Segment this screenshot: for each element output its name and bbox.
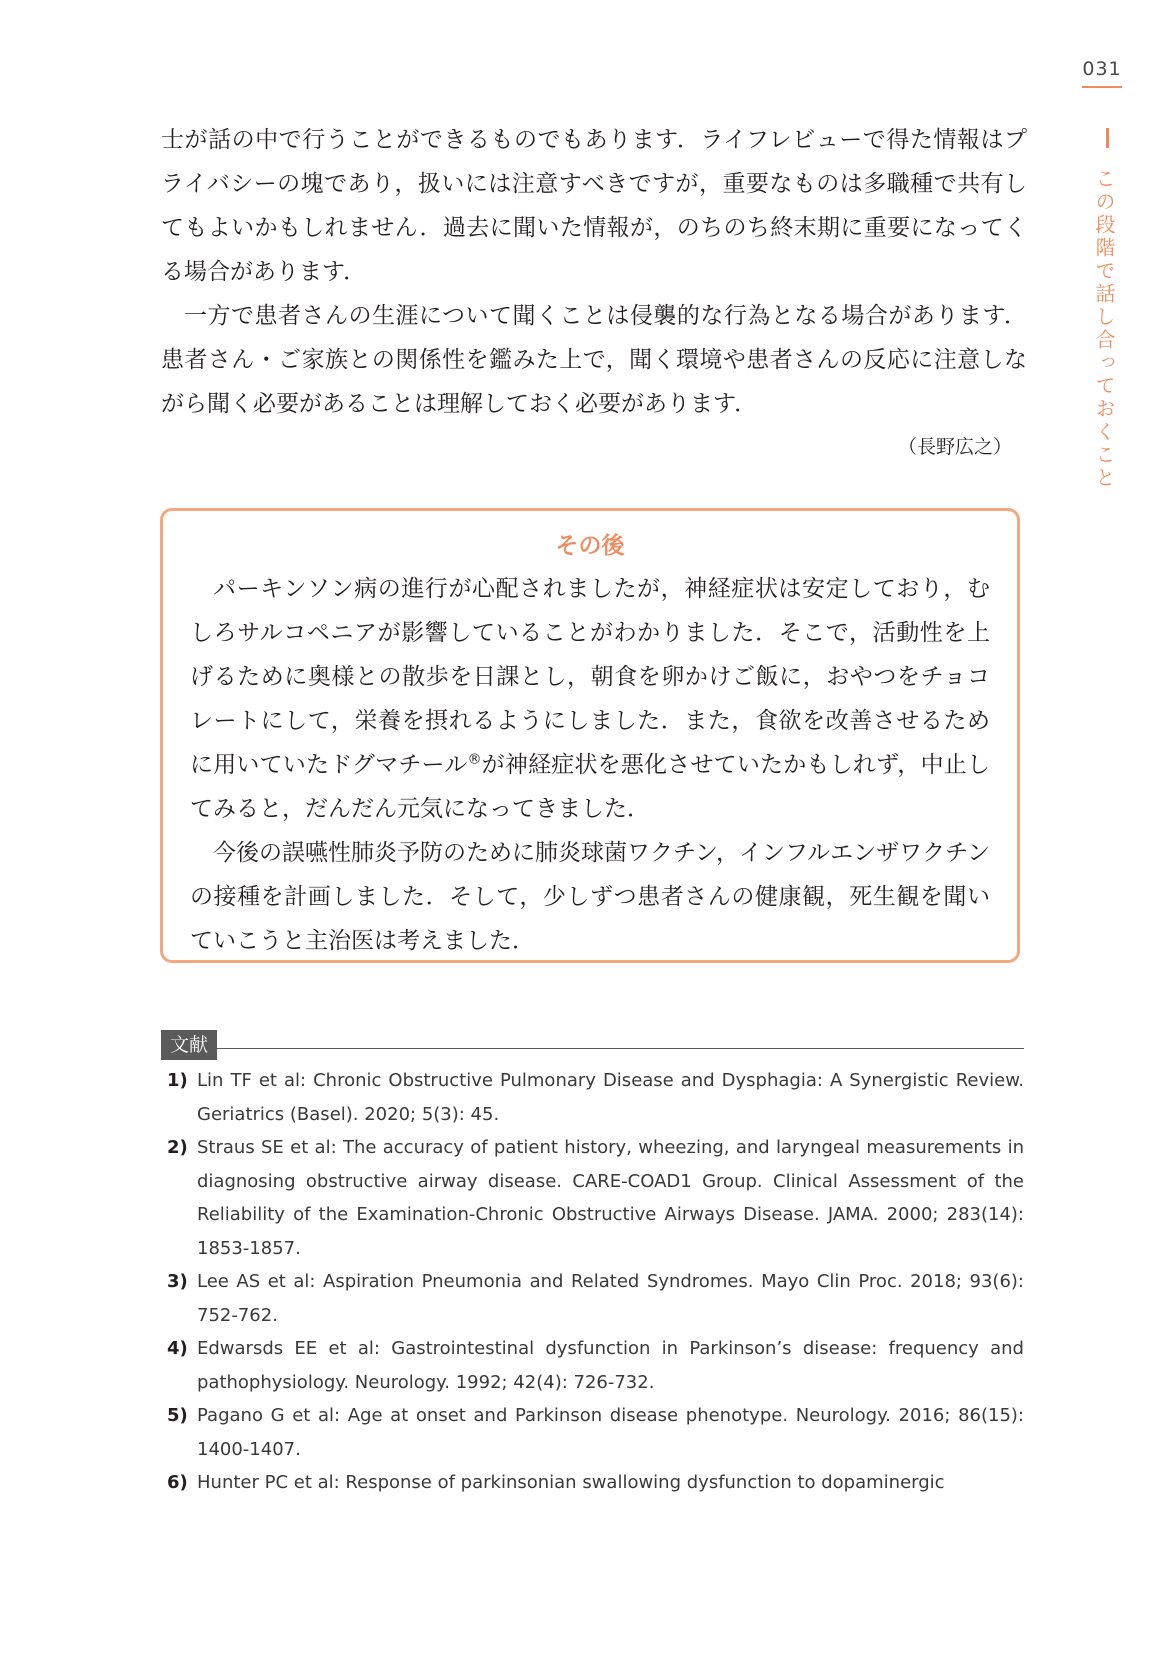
reference-number: 1)	[167, 1070, 188, 1091]
page-number-rule	[1082, 86, 1122, 88]
references-header	[161, 1030, 1024, 1060]
callout-body	[190, 567, 990, 963]
reference-item	[161, 1265, 1024, 1332]
reference-text: Straus SE et al: The accuracy of patient history, wheezing, and laryngeal measurements in diagnosing obstructive airway disease. CARE-COAD1 Group. Clinical Assessment of the Reliability of the Examination-Chronic Obstructive Airways Disease. JAMA. 2000; 283(14): 1853-1857.	[197, 1137, 1024, 1259]
reference-text: Lee AS et al: Aspiration Pneumonia and Related Syndromes. Mayo Clin Proc. 2018; 93(6): 752-762.	[197, 1271, 1024, 1326]
references-label: 文献	[161, 1030, 217, 1060]
reference-text: Pagano G et al: Age at onset and Parkinson disease phenotype. Neurology. 2016; 86(15): 1400-1407.	[197, 1405, 1024, 1460]
page-number: 031	[1082, 58, 1122, 80]
body-paragraph: 士が話の中で行うことができるものでもあります．ライフレビューで得た情報はプライバシーの塊であり，扱いには注意すべきですが，重要なものは多職種で共有してもよいかもしれません．過去に聞いた情報が，のちのち終末期に重要になってくる場合があります．	[161, 127, 1027, 285]
callout-text: が神経症状を悪化させていたかもしれず，中止してみると，だんだん元気になってきました．	[190, 752, 990, 822]
reference-item	[161, 1466, 1024, 1500]
reference-text: Edwarsds EE et al: Gastrointestinal dysfunction in Parkinson’s disease: frequency and pathophysiology. Neurology. 1992; 42(4): 726-732.	[197, 1338, 1024, 1393]
followup-callout-box	[160, 508, 1020, 963]
reference-text: Lin TF et al: Chronic Obstructive Pulmonary Disease and Dysphagia: A Synergistic Review. Geriatrics (Basel). 2020; 5(3): 45.	[197, 1070, 1024, 1125]
callout-paragraph	[190, 567, 990, 831]
callout-paragraph: 今後の誤嚥性肺炎予防のために肺炎球菌ワクチン，インフルエンザワクチンの接種を計画しました．そして，少しずつ患者さんの健康観，死生観を聞いていこうと主治医は考えました．	[190, 840, 990, 954]
reference-number: 6)	[167, 1472, 188, 1493]
callout-text: パーキンソン病の進行が心配されましたが，神経症状は安定しており，むしろサルコペニアが影響していることがわかりました．そこで，活動性を上げるために奥様との散歩を日課とし，朝食を卵かけご飯に，おやつをチョコレートにして，栄養を摂れるようにしました．また，食欲を改善させるために用いていたドグマチール	[190, 576, 990, 778]
references-rule	[217, 1048, 1024, 1049]
reference-text: Hunter PC et al: Response of parkinsonian swallowing dysfunction to dopaminergic	[197, 1472, 945, 1493]
reference-item	[161, 1399, 1024, 1466]
body-paragraph: 一方で患者さんの生涯について聞くことは侵襲的な行為となる場合があります．患者さん・ご家族との関係性を鑑みた上で，聞く環境や患者さんの反応に注意しながら聞く必要があることは理解しておく必要があります．	[161, 303, 1027, 417]
reference-number: 5)	[167, 1405, 188, 1426]
body-text	[161, 118, 1027, 426]
callout-title: その後	[555, 533, 625, 559]
registered-mark: ®	[467, 751, 482, 768]
reference-number: 2)	[167, 1137, 188, 1158]
chapter-marker	[1106, 128, 1109, 148]
author-credit: （長野広之）	[897, 436, 1012, 458]
reference-item	[161, 1064, 1024, 1131]
reference-number: 3)	[167, 1271, 188, 1292]
reference-item	[161, 1332, 1024, 1399]
reference-number: 4)	[167, 1338, 188, 1359]
reference-item	[161, 1131, 1024, 1265]
references-list	[161, 1064, 1024, 1500]
chapter-side-heading: この段階で話し合っておくこと	[1092, 168, 1116, 490]
